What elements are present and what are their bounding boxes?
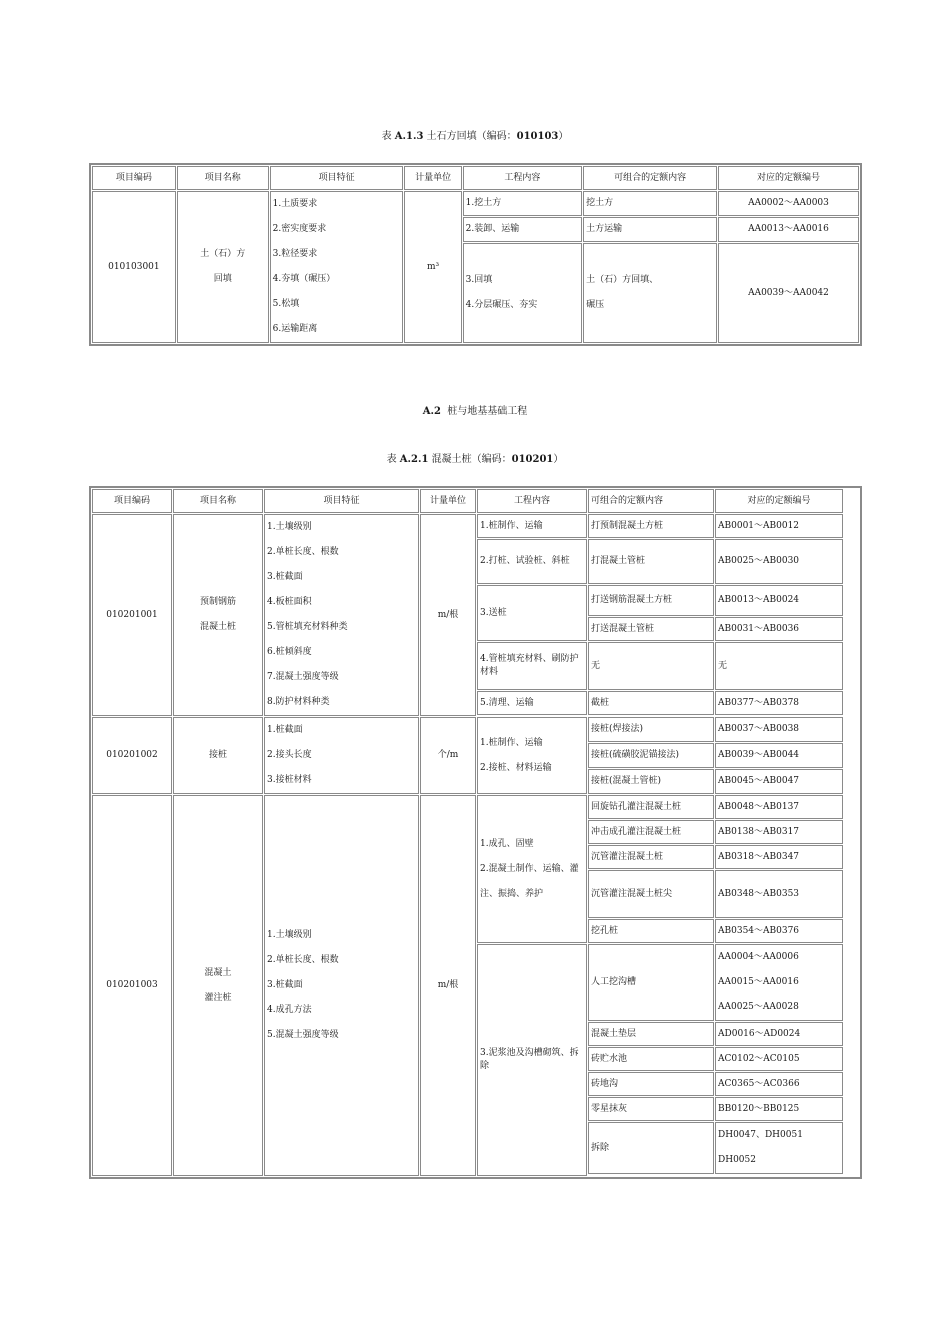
item-unit: 个/m — [420, 717, 476, 794]
feature-line: 6.桩倾斜度 — [267, 647, 312, 657]
code-line: AA0015～AA0016 — [718, 977, 799, 987]
caption-prefix: 表 — [386, 454, 397, 465]
header-unit: 计量单位 — [404, 166, 461, 190]
item-name-line: 灌注桩 — [204, 992, 232, 1003]
quota-code: AB0377～AB0378 — [715, 691, 843, 715]
quota-content: 接桩(焊接法) — [588, 717, 714, 742]
feature-line: 2.单桩长度、根数 — [267, 547, 339, 557]
work-content: 2.打桩、试验桩、斜桩 — [477, 539, 587, 584]
table-row — [92, 717, 859, 742]
content-line: 2.混凝土制作、运输、灌注、振捣、养护 — [480, 863, 579, 899]
header-quota: 可组合的定额内容 — [588, 489, 714, 513]
quota-code: AB0025～AB0030 — [715, 539, 843, 584]
quota-code: BB0120～BB0125 — [715, 1097, 843, 1121]
item-unit: m/根 — [420, 514, 476, 716]
feature-line: 4.板桩面积 — [267, 597, 312, 607]
work-content — [477, 795, 587, 943]
quota-content: 打送混凝土管桩 — [588, 617, 714, 641]
quota-code: AB0348～AB0353 — [715, 870, 843, 918]
quota-content — [583, 243, 717, 343]
quota-content: 挖土方 — [583, 191, 717, 216]
item-code: 010201003 — [92, 795, 172, 1176]
table2-caption — [0, 450, 950, 465]
quota-line: 碾压 — [586, 300, 605, 310]
item-name-line: 土（石）方 — [200, 249, 246, 259]
quota-content: 混凝土垫层 — [588, 1022, 714, 1046]
caption-text: 混凝土桩（编码： — [431, 454, 512, 465]
quota-code: AB0354～AB0376 — [715, 919, 843, 943]
item-code: 010103001 — [92, 191, 176, 343]
quota-code: AB0037～AB0038 — [715, 717, 843, 742]
quota-code: AB0001～AB0012 — [715, 514, 843, 538]
code-line: DH0047、DH0051 — [718, 1130, 803, 1140]
table-row — [92, 191, 859, 216]
work-content — [477, 717, 587, 794]
item-name-line: 混凝土 — [204, 967, 232, 978]
item-features — [264, 795, 419, 1176]
table1-caption — [0, 127, 950, 142]
item-name — [173, 795, 263, 1176]
feature-line: 2.接头长度 — [267, 750, 312, 760]
feature-line: 6.运输距离 — [272, 324, 318, 334]
quota-code: AB0031～AB0036 — [715, 617, 843, 641]
feature-line: 5.混凝土强度等级 — [267, 1030, 339, 1040]
feature-line: 1.土壤级别 — [267, 522, 312, 532]
feature-line: 3.桩截面 — [267, 980, 303, 990]
work-content: 3.送桩 — [477, 585, 587, 641]
quota-code: AC0102～AC0105 — [715, 1047, 843, 1071]
header-unit: 计量单位 — [420, 489, 476, 513]
quota-code: AB0138～AB0317 — [715, 820, 843, 844]
code-line: DH0052 — [718, 1155, 756, 1165]
content-line: 4.分层碾压、夯实 — [465, 300, 538, 310]
quota-line: 土（石）方回填、 — [586, 275, 659, 285]
item-features — [264, 514, 419, 716]
header-code: 项目编码 — [92, 489, 172, 513]
quota-code: AC0365～AC0366 — [715, 1072, 843, 1096]
code-line: AA0004～AA0006 — [718, 952, 799, 962]
header-content: 工程内容 — [463, 166, 583, 190]
section-number: A.2 — [422, 406, 441, 417]
item-name — [177, 191, 269, 343]
work-content: 2.装卸、运输 — [463, 217, 583, 242]
work-content: 4.管桩填充材料、刷防护材料 — [477, 642, 587, 690]
caption-end: ） — [558, 131, 569, 142]
content-line: 1.桩制作、运输 — [480, 737, 543, 748]
item-name-line: 预制钢筋 — [199, 597, 236, 607]
section-text: 桩与地基基础工程 — [447, 406, 528, 417]
item-name — [173, 514, 263, 716]
quota-content: 零星抹灰 — [588, 1097, 714, 1121]
feature-line: 8.防护材料种类 — [267, 697, 330, 707]
work-content: 5.清理、运输 — [477, 691, 587, 715]
header-name: 项目名称 — [173, 489, 263, 513]
header-name: 项目名称 — [177, 166, 269, 190]
quota-content: 沉管灌注混凝土桩 — [588, 845, 714, 869]
quota-content: 砖地沟 — [588, 1072, 714, 1096]
caption-text: 土石方回填（编码： — [426, 131, 517, 142]
quota-code: AB0045～AB0047 — [715, 769, 843, 794]
header-quota-code: 对应的定额编号 — [715, 489, 843, 513]
header-code: 项目编码 — [92, 166, 176, 190]
quota-code: 无 — [715, 642, 843, 690]
quota-code: AB0048～AB0137 — [715, 795, 843, 819]
quota-content: 打预制混凝土方桩 — [588, 514, 714, 538]
quota-content: 人工挖沟槽 — [588, 944, 714, 1021]
quota-content: 拆除 — [588, 1122, 714, 1174]
quota-code: AB0318～AB0347 — [715, 845, 843, 869]
quota-content: 冲击成孔灌注混凝土桩 — [588, 820, 714, 844]
header-quota: 可组合的定额内容 — [583, 166, 717, 190]
quota-content: 挖孔桩 — [588, 919, 714, 943]
work-content: 1.挖土方 — [463, 191, 583, 216]
item-name-line: 回填 — [213, 274, 232, 284]
quota-content: 沉管灌注混凝土桩尖 — [588, 870, 714, 918]
feature-line: 2.单桩长度、根数 — [267, 955, 339, 965]
header-feature: 项目特征 — [264, 489, 419, 513]
quota-code: AD0016～AD0024 — [715, 1022, 843, 1046]
work-content: 3.泥浆池及沟槽砌筑、拆除 — [477, 944, 587, 1176]
item-code: 010201001 — [92, 514, 172, 716]
quota-content: 土方运输 — [583, 217, 717, 242]
feature-line: 3.桩截面 — [267, 572, 303, 582]
feature-line: 2.密实度要求 — [272, 224, 327, 234]
header-row — [92, 489, 859, 513]
table-row — [92, 514, 859, 538]
code-line: AA0025～AA0028 — [718, 1002, 799, 1012]
feature-line: 3.粒径要求 — [272, 249, 318, 259]
content-line: 3.回填 — [465, 275, 493, 285]
table-row — [92, 795, 859, 819]
table-earthwork-backfill — [89, 163, 862, 346]
feature-line: 4.成孔方法 — [267, 1005, 312, 1015]
item-features — [264, 717, 419, 794]
quota-content: 砖贮水池 — [588, 1047, 714, 1071]
item-features — [270, 191, 404, 343]
header-content: 工程内容 — [477, 489, 587, 513]
content-line: 1.成孔、固壁 — [480, 838, 534, 849]
feature-line: 7.混凝土强度等级 — [267, 672, 339, 682]
quota-content: 截桩 — [588, 691, 714, 715]
content-line: 2.接桩、材料运输 — [480, 762, 552, 773]
quota-code: AB0039～AB0044 — [715, 743, 843, 768]
feature-line: 1.桩截面 — [267, 725, 303, 735]
work-content: 1.桩制作、运输 — [477, 514, 587, 538]
feature-line: 1.土壤级别 — [267, 930, 312, 940]
header-row — [92, 166, 859, 190]
feature-line: 5.管桩填充材料种类 — [267, 622, 348, 632]
header-quota-code: 对应的定额编号 — [718, 166, 859, 190]
item-name: 接桩 — [173, 717, 263, 794]
caption-prefix: 表 — [381, 131, 392, 142]
quota-code: AA0013～AA0016 — [718, 217, 859, 242]
feature-line: 3.接桩材料 — [267, 775, 312, 785]
caption-number: A.1.3 — [394, 131, 424, 142]
quota-content: 回旋钻孔灌注混凝土桩 — [588, 795, 714, 819]
feature-line: 5.松填 — [272, 299, 300, 309]
item-code: 010201002 — [92, 717, 172, 794]
quota-content: 接桩(混凝土管桩) — [588, 769, 714, 794]
caption-code: 010201 — [511, 454, 554, 465]
quota-content: 打混凝土管桩 — [588, 539, 714, 584]
feature-line: 1.土质要求 — [272, 199, 318, 209]
item-name-line: 混凝土桩 — [199, 622, 236, 632]
header-feature: 项目特征 — [270, 166, 404, 190]
quota-content: 打送钢筋混凝土方桩 — [588, 585, 714, 616]
item-unit: m/根 — [420, 795, 476, 1176]
section-heading — [0, 402, 950, 417]
quota-content: 无 — [588, 642, 714, 690]
item-unit: m³ — [404, 191, 461, 343]
table-concrete-pile — [89, 486, 862, 1179]
quota-content: 接桩(硫磺胶泥锚接法) — [588, 743, 714, 768]
quota-code: AA0039～AA0042 — [718, 243, 859, 343]
caption-code: 010103 — [516, 131, 559, 142]
quota-code — [715, 944, 843, 1021]
caption-end: ） — [553, 454, 564, 465]
caption-number: A.2.1 — [399, 454, 429, 465]
work-content — [463, 243, 583, 343]
feature-line: 4.夯填（碾压） — [272, 274, 336, 284]
quota-code — [715, 1122, 843, 1174]
quota-code: AA0002～AA0003 — [718, 191, 859, 216]
quota-code: AB0013～AB0024 — [715, 585, 843, 616]
